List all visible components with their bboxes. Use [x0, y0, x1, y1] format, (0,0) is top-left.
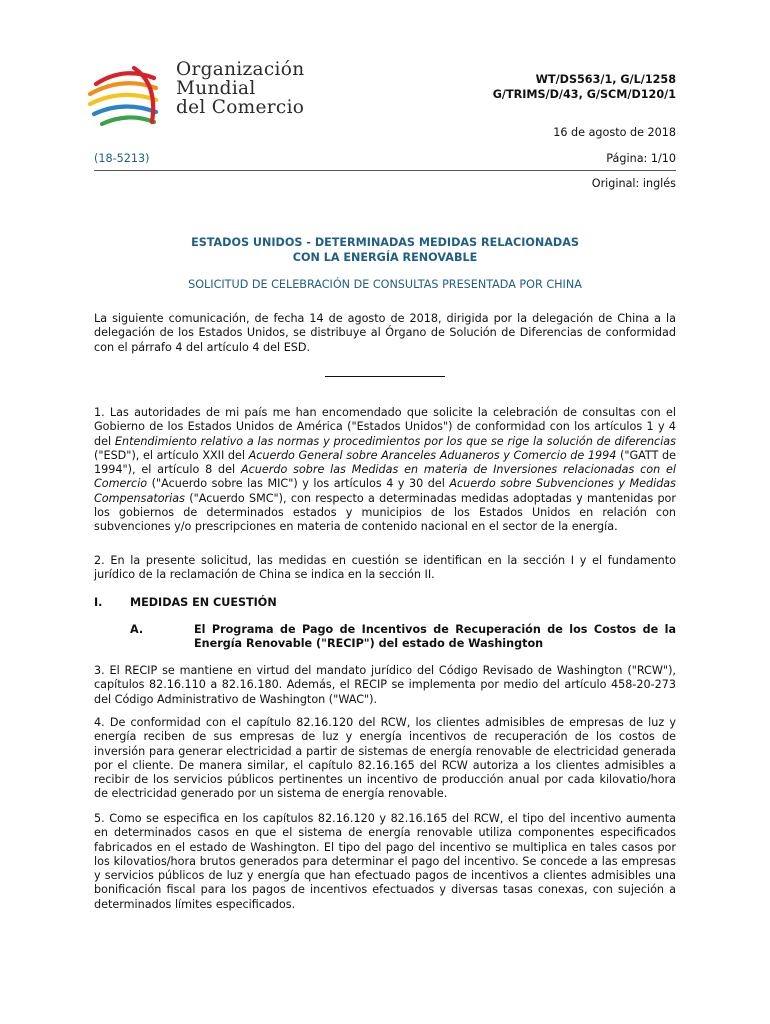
wto-logo-icon — [84, 60, 170, 132]
p1-italic-2: Acuerdo General sobre Aranceles Aduaneros y Comercio de 1994 — [248, 448, 617, 462]
document-number: (18-5213) — [94, 152, 150, 165]
title-line-1: ESTADOS UNIDOS - DETERMINADAS MEDIDAS RELACIONADAS — [191, 236, 579, 249]
document-subtitle: SOLICITUD DE CELEBRACIÓN DE CONSULTAS PRESENTADA POR CHINA — [188, 278, 582, 291]
title-line-2: CON LA ENERGÍA RENOVABLE — [292, 250, 478, 264]
separator-line — [325, 376, 445, 377]
logo-line-3: del Comercio — [176, 97, 305, 118]
page-number: Página: 1/10 — [606, 152, 676, 165]
symbol-line-1: WT/DS563/1, G/L/1258 — [535, 73, 676, 86]
logo-wordmark — [176, 60, 304, 117]
p1-text-3: ("GATT de 1994"), el artículo 8 del — [94, 448, 676, 477]
p1-text-5: ("Acuerdo SMC"), con respecto a determinadas medidas adoptadas y mantenidas por los gobiernos de determinados estados y municipios de los Estados Unidos en relación con subvenciones y/o prescripciones en materia de contenido nacional en el sector de la energía. — [94, 491, 676, 534]
original-language: Original: inglés — [591, 177, 676, 190]
paragraph-5: 5. Como se especifica en los capítulos 82.16.120 y 82.16.165 del RCW, el tipo del incentivo aumenta en determinados casos en que el sistema de energía renovable utiliza componentes especificados fabricados en el estado de Washington. El tipo del pago del incentivo se multiplica en tales casos por los kilovatios/hora brutos generados para determinar el pago del incentivo. Se concede a las empresas y servicios públicos de luz y energía que han efectuado pagos de incentivos a clientes admisibles una bonificación fiscal para los pagos de incentivos efectuados y diversas tasas conexas, con sujeción a determinados límites especificados. — [94, 812, 676, 911]
p1-text-1: 1. Las autoridades de mi país me han encomendado que solicite la celebración de consultas con el Gobierno de los Estados Unidos de América ("Estados Unidos") de conformidad con los artículos 1 y 4 del — [94, 406, 676, 448]
paragraph-2: 2. En la presente solicitud, las medidas en cuestión se identifican en la sección I y el fundamento jurídico de la reclamación de China se indica en la sección II. — [94, 554, 676, 582]
logo-line-1: Organización — [176, 59, 305, 80]
logo-line-2: Mundial — [176, 78, 256, 99]
section-1-number: I. — [94, 596, 103, 609]
symbol-line-2: G/TRIMS/D/43, G/SCM/D120/1 — [492, 88, 676, 101]
subsection-a-letter: A. — [130, 623, 144, 636]
subsection-a-title: El Programa de Pago de Incentivos de Recuperación de los Costos de la Energía Renovable ("RECIP") del estado de Washington — [194, 623, 676, 651]
document-date: 16 de agosto de 2018 — [553, 126, 676, 139]
document-symbols — [493, 72, 676, 102]
header-divider — [94, 170, 676, 171]
p1-text-4: ("Acuerdo sobre las MIC") y los artículos 4 y 30 del — [147, 477, 450, 491]
p1-text-2: ("ESD"), el artículo XXII del — [94, 448, 249, 462]
wto-logo — [84, 60, 344, 132]
paragraph-3: 3. El RECIP se mantiene en virtud del mandato jurídico del Código Revisado de Washington ("RCW"), capítulos 82.16.110 a 82.16.180. Además, el RECIP se implementa por medio del artículo 458-20-273 del Código Administrativo de Washington ("WAC"). — [94, 664, 676, 706]
section-1-title: MEDIDAS EN CUESTIÓN — [130, 596, 277, 609]
p1-italic-3: Acuerdo sobre las Medidas en materia de Inversiones relacionadas con el Comercio — [94, 463, 676, 491]
paragraph-1 — [94, 406, 676, 535]
p1-italic-1: Entendimiento relativo a las normas y procedimientos por los que se rige la solución de diferencias — [114, 434, 676, 448]
paragraph-4: 4. De conformidad con el capítulo 82.16.120 del RCW, los clientes admisibles de empresas de luz y energía reciben de sus empresas de luz y energía incentivos de recuperación de los costos de inversión para generar electricidad a partir de sistemas de energía renovable de electricidad generada por el cliente. De manera similar, el capítulo 82.16.165 del RCW autoriza a los clientes admisibles a recibir de los servicios públicos pertinentes un incentivo de producción anual por cada kilovatio/hora de electricidad generado por un sistema de energía renovable. — [94, 716, 676, 801]
intro-paragraph: La siguiente comunicación, de fecha 14 de agosto de 2018, dirigida por la delegación de China a la delegación de los Estados Unidos, se distribuye al Órgano de Solución de Diferencias de conformidad con el párrafo 4 del artículo 4 del ESD. — [94, 312, 676, 354]
document-title — [94, 236, 676, 265]
p1-italic-4: Acuerdo sobre Subvenciones y Medidas Compensatorias — [94, 477, 676, 505]
